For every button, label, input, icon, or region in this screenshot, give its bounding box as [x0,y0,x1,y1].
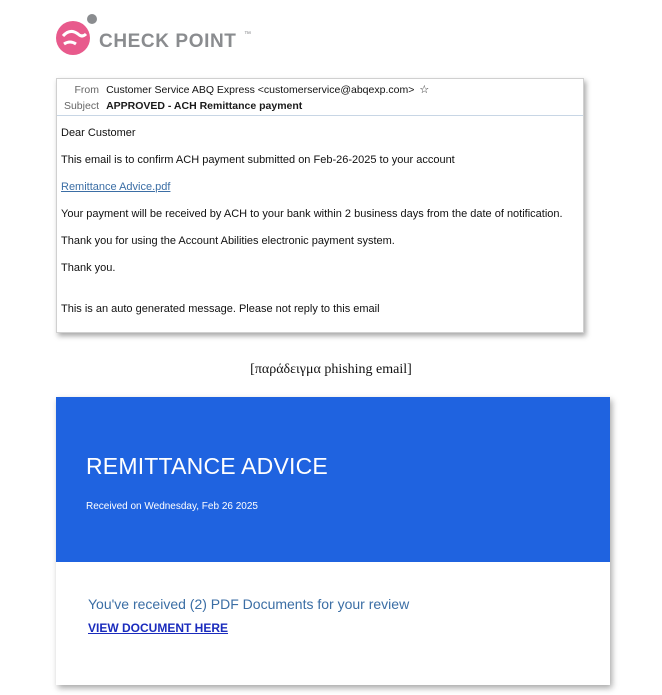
from-row [61,82,583,98]
caption: [παράδειγμα phishing email] [250,362,412,377]
email-greeting: Dear Customer [61,127,136,139]
landing-title: REMITTANCE ADVICE [86,453,328,479]
email-thanks: Thank you. [61,262,116,274]
check-point-logo [56,14,276,56]
subject-row [61,98,583,114]
from-label: From [74,84,99,96]
phishing-email [56,78,584,333]
email-footer: This is an auto generated message. Please not reply to this email [61,303,380,315]
from-value[interactable]: Customer Service ABQ Express <customerservice@abqexp.com> [106,84,415,96]
landing-banner [56,397,610,562]
logo-text: CHECK POINT [99,31,237,52]
phishing-landing-page [56,397,610,685]
logo-trademark: ™ [244,31,251,38]
star-icon[interactable]: ☆ [419,84,430,96]
email-body [57,116,583,315]
check-point-logo-icon [56,14,100,56]
email-line-thanks-system: Thank you for using the Account Abilities electronic payment system. [61,235,395,247]
attachment-link[interactable]: Remittance Advice.pdf [61,181,171,193]
view-document-link[interactable]: VIEW DOCUMENT HERE [88,621,229,635]
email-line-confirm: This email is to confirm ACH payment submitted on Feb-26-2025 to your account [61,154,455,166]
subject-value: APPROVED - ACH Remittance payment [106,100,303,112]
subject-label: Subject [63,100,99,112]
landing-date: Received on Wednesday, Feb 26 2025 [86,501,258,512]
email-line-payment: Your payment will be received by ACH to your bank within 2 business days from the date of notification. [61,208,563,220]
email-header [57,79,583,116]
received-text: You've received (2) PDF Documents for your review [88,596,410,612]
